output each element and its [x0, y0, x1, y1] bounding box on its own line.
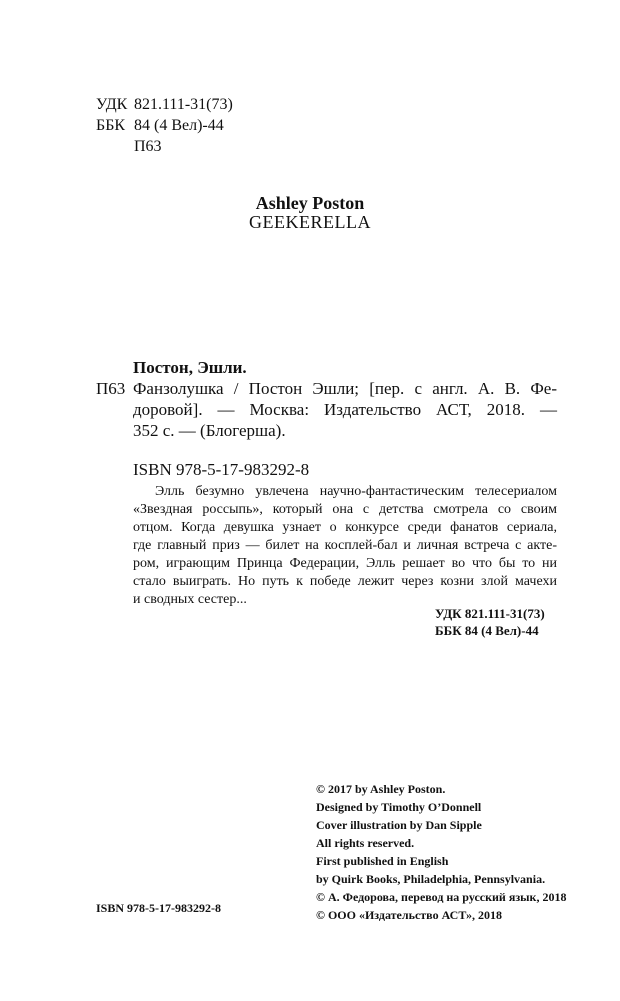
- bbk-label: ББК: [96, 117, 126, 134]
- copyright-line: by Quirk Books, Philadelphia, Pennsylvania.: [316, 872, 546, 886]
- record-author-heading: Постон, Эшли.: [133, 358, 247, 377]
- udk-value: 821.111-31(73): [134, 96, 233, 113]
- annotation-line: отцом. Когда девушка узнает о конкурсе среди фанатов сериала,: [133, 520, 557, 535]
- isbn-bottom: ISBN 978-5-17-983292-8: [96, 901, 221, 915]
- copyright-line: Designed by Timothy O’Donnell: [316, 800, 482, 814]
- copyright-line: First published in English: [316, 854, 449, 868]
- copyright-line: © А. Федорова, перевод на русский язык, 2018: [316, 890, 567, 904]
- copyright-line: All rights reserved.: [316, 836, 415, 850]
- copyright-line: © ООО «Издательство АСТ», 2018: [316, 908, 503, 922]
- copyright-line: © 2017 by Ashley Poston.: [316, 782, 446, 796]
- record-line: доровой]. — Москва: Издательство АСТ, 2018. —: [133, 400, 557, 419]
- annotation-line: стало выиграть. Но путь к победе лежит через козни злой мачехи: [133, 574, 557, 589]
- udk-top: [96, 96, 233, 114]
- record-line: Фанзолушка / Постон Эшли; [пер. с англ. А. В. Фе-: [133, 379, 557, 398]
- udk-label: УДК: [96, 96, 128, 113]
- bbk-value: 84 (4 Вел)-44: [134, 117, 224, 134]
- annotation-line: где главный приз — билет на косплей-бал и личная встреча с акте-: [133, 538, 557, 553]
- original-title: GEEKERELLA: [249, 212, 371, 232]
- annotation-line: Элль безумно увлечена научно-фантастическим телесериалом: [155, 484, 557, 499]
- annotation-line: ром, играющим Принца Федерации, Элль решает во что бы то ни: [133, 556, 557, 571]
- copyright-line: Cover illustration by Dan Sipple: [316, 818, 482, 832]
- author-code-top: П63: [134, 138, 162, 155]
- annotation-line: и сводных сестер...: [133, 592, 247, 607]
- udk-right: УДК 821.111-31(73): [435, 606, 545, 621]
- record-isbn: ISBN 978-5-17-983292-8: [133, 460, 310, 479]
- record-author-code: П63: [96, 379, 126, 398]
- bbk-top: [96, 117, 224, 135]
- annotation-line: «Звездная россыпь», который она с детства смотрела со своим: [133, 502, 557, 517]
- record-line: 352 с. — (Блогерша).: [133, 421, 286, 440]
- bbk-right: ББК 84 (4 Вел)-44: [435, 623, 539, 638]
- original-author: Ashley Poston: [255, 193, 365, 213]
